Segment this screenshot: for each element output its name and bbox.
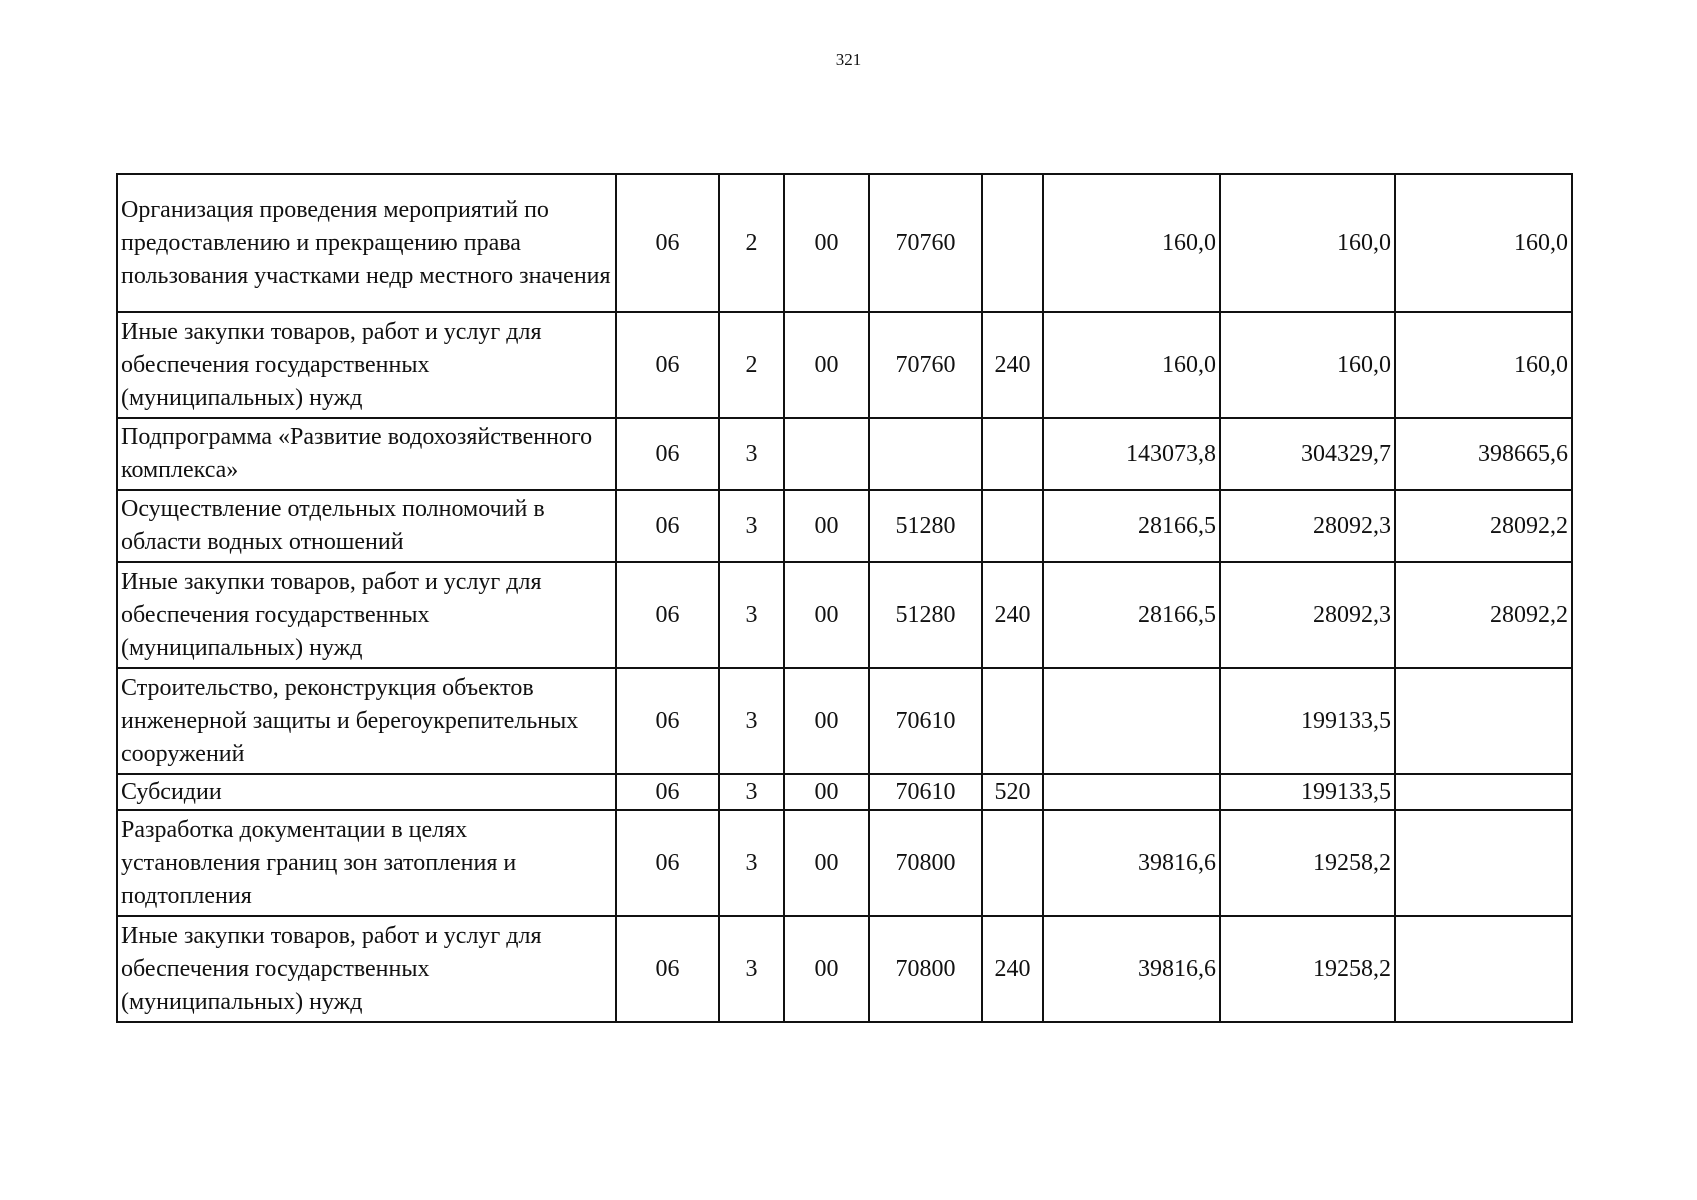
section-code: 06	[616, 418, 719, 490]
subcode: 00	[784, 668, 869, 774]
amount-year-3	[1395, 774, 1572, 810]
program-code: 2	[719, 312, 784, 418]
table-row	[117, 916, 1572, 1022]
expense-type-code	[982, 418, 1043, 490]
program-code: 2	[719, 174, 784, 312]
expense-type-code: 520	[982, 774, 1043, 810]
program-code: 3	[719, 810, 784, 916]
expense-type-code	[982, 668, 1043, 774]
expense-type-code: 240	[982, 916, 1043, 1022]
subcode: 00	[784, 490, 869, 562]
subcode: 00	[784, 562, 869, 668]
amount-year-1: 160,0	[1043, 174, 1220, 312]
row-name: Организация проведения мероприятий по предоставлению и прекращению права пользования участками недр местного значения	[117, 174, 616, 312]
subcode	[784, 418, 869, 490]
table-row	[117, 774, 1572, 810]
item-code: 70800	[869, 916, 982, 1022]
program-code: 3	[719, 668, 784, 774]
program-code: 3	[719, 916, 784, 1022]
table-row	[117, 562, 1572, 668]
section-code: 06	[616, 916, 719, 1022]
budget-table	[116, 173, 1573, 1023]
amount-year-3: 28092,2	[1395, 562, 1572, 668]
section-code: 06	[616, 312, 719, 418]
item-code: 70800	[869, 810, 982, 916]
row-name: Субсидии	[117, 774, 616, 810]
expense-type-code: 240	[982, 312, 1043, 418]
section-code: 06	[616, 810, 719, 916]
amount-year-1	[1043, 668, 1220, 774]
subcode: 00	[784, 312, 869, 418]
amount-year-3: 28092,2	[1395, 490, 1572, 562]
amount-year-1: 28166,5	[1043, 562, 1220, 668]
amount-year-1: 160,0	[1043, 312, 1220, 418]
item-code: 51280	[869, 490, 982, 562]
table-row	[117, 810, 1572, 916]
program-code: 3	[719, 490, 784, 562]
section-code: 06	[616, 668, 719, 774]
section-code: 06	[616, 774, 719, 810]
amount-year-3: 160,0	[1395, 312, 1572, 418]
amount-year-1: 28166,5	[1043, 490, 1220, 562]
item-code: 70610	[869, 774, 982, 810]
amount-year-2: 19258,2	[1220, 810, 1395, 916]
row-name: Подпрограмма «Развитие водохозяйственного комплекса»	[117, 418, 616, 490]
expense-type-code	[982, 810, 1043, 916]
amount-year-1: 39816,6	[1043, 810, 1220, 916]
table-row	[117, 312, 1572, 418]
item-code: 70610	[869, 668, 982, 774]
row-name: Осуществление отдельных полномочий в области водных отношений	[117, 490, 616, 562]
item-code	[869, 418, 982, 490]
page-number: 321	[835, 50, 862, 69]
row-name: Разработка документации в целях установления границ зон затопления и подтопления	[117, 810, 616, 916]
subcode: 00	[784, 774, 869, 810]
amount-year-3: 398665,6	[1395, 418, 1572, 490]
amount-year-2: 304329,7	[1220, 418, 1395, 490]
amount-year-2: 160,0	[1220, 312, 1395, 418]
amount-year-2: 199133,5	[1220, 668, 1395, 774]
section-code: 06	[616, 562, 719, 668]
expense-type-code	[982, 174, 1043, 312]
program-code: 3	[719, 418, 784, 490]
expense-type-code	[982, 490, 1043, 562]
subcode: 00	[784, 174, 869, 312]
table-row	[117, 174, 1572, 312]
row-name: Иные закупки товаров, работ и услуг для обеспечения государственных (муниципальных) нужд	[117, 916, 616, 1022]
expense-type-code: 240	[982, 562, 1043, 668]
amount-year-1: 143073,8	[1043, 418, 1220, 490]
amount-year-3	[1395, 668, 1572, 774]
amount-year-3	[1395, 916, 1572, 1022]
amount-year-1	[1043, 774, 1220, 810]
row-name: Иные закупки товаров, работ и услуг для обеспечения государственных (муниципальных) нужд	[117, 312, 616, 418]
item-code: 51280	[869, 562, 982, 668]
amount-year-3: 160,0	[1395, 174, 1572, 312]
table-row	[117, 668, 1572, 774]
amount-year-1: 39816,6	[1043, 916, 1220, 1022]
item-code: 70760	[869, 174, 982, 312]
subcode: 00	[784, 810, 869, 916]
amount-year-3	[1395, 810, 1572, 916]
subcode: 00	[784, 916, 869, 1022]
program-code: 3	[719, 562, 784, 668]
section-code: 06	[616, 490, 719, 562]
amount-year-2: 160,0	[1220, 174, 1395, 312]
amount-year-2: 199133,5	[1220, 774, 1395, 810]
amount-year-2: 28092,3	[1220, 562, 1395, 668]
table-row	[117, 490, 1572, 562]
program-code: 3	[719, 774, 784, 810]
section-code: 06	[616, 174, 719, 312]
item-code: 70760	[869, 312, 982, 418]
amount-year-2: 28092,3	[1220, 490, 1395, 562]
table-row	[117, 418, 1572, 490]
amount-year-2: 19258,2	[1220, 916, 1395, 1022]
row-name: Строительство, реконструкция объектов инженерной защиты и берегоукрепительных сооружений	[117, 668, 616, 774]
row-name: Иные закупки товаров, работ и услуг для обеспечения государственных (муниципальных) нужд	[117, 562, 616, 668]
